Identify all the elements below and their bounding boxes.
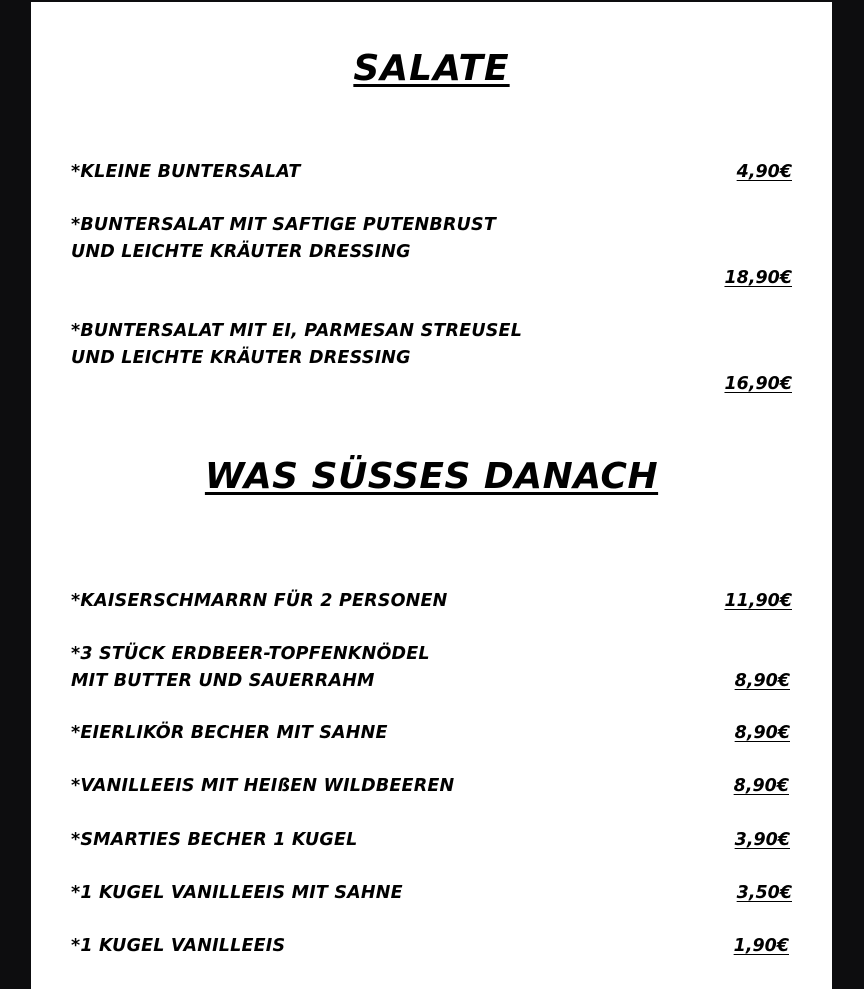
dessert-item-7-price: 1,90€ xyxy=(733,936,789,956)
salate-item-1-line-1: *KLEINE BUNTERSALAT xyxy=(71,162,301,182)
dessert-item-4-price: 8,90€ xyxy=(733,776,789,796)
dessert-item-2-line-1: *3 STÜCK ERDBEER-TOPFENKNÖDEL xyxy=(71,644,430,664)
dessert-item-2-price: 8,90€ xyxy=(734,671,790,691)
salate-item-2-line-2: UND LEICHTE KRÄUTER DRESSING xyxy=(71,242,411,262)
menu-page xyxy=(31,2,832,989)
salate-item-3-line-1: *BUNTERSALAT MIT EI, PARMESAN STREUSEL xyxy=(71,321,523,341)
dessert-item-1-price: 11,90€ xyxy=(724,591,792,611)
dessert-item-2-line-2: MIT BUTTER UND SAUERRAHM xyxy=(71,671,375,691)
salate-item-3-price: 16,90€ xyxy=(724,374,792,394)
dessert-item-6-line-1: *1 KUGEL VANILLEEIS MIT SAHNE xyxy=(71,883,403,903)
dessert-item-6-price: 3,50€ xyxy=(736,883,792,903)
section-title-salate: SALATE xyxy=(353,48,510,89)
dessert-item-5-price: 3,90€ xyxy=(734,830,790,850)
dessert-item-1-line-1: *KAISERSCHMARRN FÜR 2 PERSONEN xyxy=(71,591,448,611)
salate-item-2-line-1: *BUNTERSALAT MIT SAFTIGE PUTENBRUST xyxy=(71,215,496,235)
dessert-item-5-line-1: *SMARTIES BECHER 1 KUGEL xyxy=(71,830,358,850)
salate-item-2-price: 18,90€ xyxy=(724,268,792,288)
salate-item-1-price: 4,90€ xyxy=(736,162,792,182)
section-title-dessert: WAS SÜSSES DANACH xyxy=(204,456,659,497)
dessert-item-3-price: 8,90€ xyxy=(734,723,790,743)
salate-item-3-line-2: UND LEICHTE KRÄUTER DRESSING xyxy=(71,348,411,368)
dessert-item-3-line-1: *EIERLIKÖR BECHER MIT SAHNE xyxy=(71,723,388,743)
dessert-item-7-line-1: *1 KUGEL VANILLEEIS xyxy=(71,936,286,956)
dessert-item-4-line-1: *VANILLEEIS MIT HEIßEN WILDBEEREN xyxy=(71,776,455,796)
